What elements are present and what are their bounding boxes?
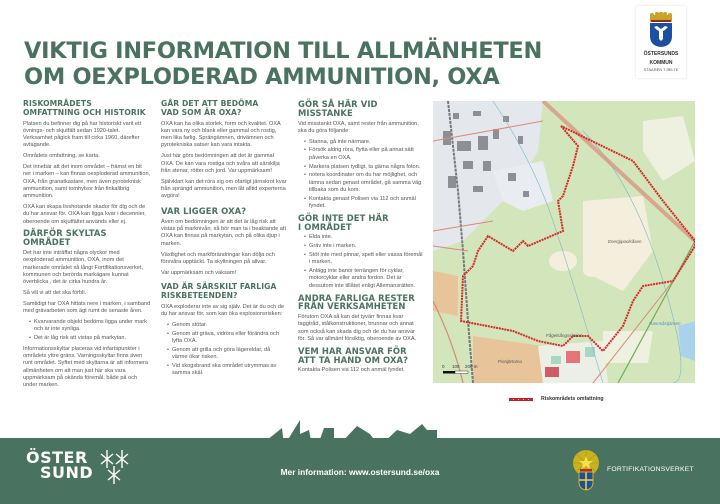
title-line-2: OM OEXPLODERAD AMMUNITION, OXA	[24, 64, 500, 90]
map-label-school: Fågelsångsskolan	[546, 333, 583, 338]
map-graphic	[433, 101, 695, 383]
map-legend	[509, 396, 604, 402]
kommun-name-2: KOMMUN	[649, 60, 673, 66]
heading-line: VEM HAR ANSVAR FÖR	[298, 345, 407, 356]
section-heading	[298, 294, 424, 312]
kommun-subtitle: STAAREN TJÏELTE	[643, 67, 679, 72]
column-actions	[298, 100, 424, 378]
section-heading: DÄRFÖR SKYLTAS OMRÅDET	[23, 228, 107, 248]
list-item: • Det är låg risk att vistas på markytan.	[29, 335, 151, 342]
section-heading	[298, 347, 424, 365]
list-item: • Stöt inte med pinnar, spett eller vassa föremål i marken.	[304, 252, 424, 267]
legend-label: Riskområdets omfattning	[541, 396, 604, 402]
bullet-list	[29, 319, 151, 342]
section-heading	[23, 100, 151, 118]
list-item: • Markera platsen tydligt, ta gärna några foton.	[304, 164, 424, 171]
bullet-list	[304, 234, 424, 290]
paragraph: OXA kan skapa livshotande skador för dig och de du har ansvar för. OXA kan ligga kvar i decennier, oberoende om skjutfältet används eller ej.	[23, 204, 146, 225]
paragraph: Även om bedömningen är att det är låg risk att vistas på marknivån, så bör man ta i beaktande att OXA kan finnas på markytan, och på olika djup i marken.	[161, 218, 286, 247]
logo-text-line-1: ÖSTER	[26, 448, 88, 467]
list-item: • Vid skogsbrand ska området utrymmas av samma skäl.	[167, 363, 287, 378]
list-item: • Gräv inte i marken.	[304, 243, 424, 250]
section-heading	[161, 100, 287, 118]
list-item: • Genom att gräva, vidröra eller förändra och lyfta OXA.	[167, 331, 287, 346]
map-label-pionjar: Pionjärtomo	[498, 359, 523, 364]
paragraph: Växtlighet och markförändringar kan dölja och försvåra upptäckt. Ta skyltningen på allvar.	[161, 251, 275, 265]
column-history	[23, 100, 151, 393]
heading-line: ATT TA HAND OM OXA?	[298, 354, 409, 365]
paragraph: Platsen du befinner dig på har historiskt varit ett övnings- och skjutfält sedan 1920-talet. Verksamhet pågick fram till cirka 1960, därefter avtagande.	[23, 120, 142, 149]
list-item: • Anlägg inte banor terrängen för cyklar, motorcyklar eller andra fordon. Det är dessutom inte tillåtet enligt Allemansrätten.	[304, 268, 424, 290]
bullet-list	[304, 139, 424, 211]
paragraph: Vid misstankt OXA, samt rester från ammunition, ska du göra följande:	[298, 120, 419, 134]
fortifikationsverket-emblem-icon	[571, 449, 601, 491]
section-heading: GÖR SÅ HÄR VID MISSTANKE	[298, 99, 378, 118]
column-assessment	[161, 100, 287, 381]
heading-line: GÅR DET ATT BEDÖMA	[161, 99, 259, 108]
heading-line: FRÅN VERKSAMHETEN	[298, 301, 406, 312]
scale-label-200: 200 m	[465, 364, 478, 369]
bullet-list	[167, 322, 287, 378]
more-info-link[interactable]: Mer information: www.ostersund.se/oxa	[280, 467, 440, 477]
list-item: • Stanna, gå inte närmare.	[304, 139, 424, 146]
list-item: • Kvarvarande objekt bedöms ligga under mark och är inte synliga.	[29, 319, 151, 334]
boundary-line-swatch-icon	[509, 398, 533, 401]
section-heading: VAR LIGGER OXA?	[161, 206, 247, 217]
map-label-lake: Rannsåstjärnen	[649, 321, 681, 326]
section-heading	[161, 283, 287, 301]
scale-label-100: 100	[452, 364, 460, 369]
snowflake-heart-icon	[98, 446, 132, 486]
ostersunds-kommun-logo	[636, 6, 686, 78]
paragraph: Just här görs bedömningen att det är gammal OXA. De kan vara rostiga och svåra att särskilja från stenar, rötter och jord. Var uppmärksam!	[161, 153, 280, 174]
paragraph: Områdets omfattning, se karta.	[23, 153, 100, 160]
heading-line: ANDRA FARLIGA RESTER	[298, 292, 415, 303]
paragraph: Förutom OXA så kan det tyvärr finnas kvar taggtråd, stålkonstruktioner, brunnar och annat som också kan skada dig och de du har ansvar för. Så var allmänt försiktig, oberoende av OXA.	[298, 314, 417, 343]
paragraph: Informationsskyltar placeras vid infartspunkter i områdets yttre gräns. Varningsskyltar finns även runt området. Syftet med skyltarna är att informera allmänheten om att man just här ska vara uppmärksam på okända föremål, både på och under marken.	[23, 345, 148, 389]
paragraph: Kontakta Polisen via 112 och anmäl fyndet.	[298, 367, 405, 374]
list-item: • Kontakta genast Polisen via 112 och anmäl fyndet.	[304, 196, 424, 211]
heading-line: VAD SOM ÄR OXA?	[161, 107, 242, 117]
heading-line: RISKBETEENDEN?	[161, 291, 238, 301]
title-line-1: VIKTIG INFORMATION TILL ALLMÄNHETEN	[24, 38, 543, 64]
logo-text-line-2: SUND	[40, 463, 94, 482]
paragraph: Samtidigt har OXA hittats nere i marken, i samband med grävarbeten som ägt rumt de senaste åren.	[23, 300, 151, 315]
paragraph: OXA exploderar inte av sig själv. Det är du och de du har ansvar för, som kan öka explosionsrisken:	[161, 304, 285, 318]
heading-line: RISKOMRÅDETS	[23, 99, 92, 108]
heading-line: OMFATTNING OCH HISTORIK	[23, 107, 146, 117]
paragraph: Så vill vi att det ska förbli.	[23, 290, 87, 297]
heading-line: I OMRÅDET	[298, 221, 352, 232]
fortifikationsverket-name: FORTIFIKATIONSVERKET	[607, 466, 694, 473]
paragraph: Självklart kan det röra sig om ofarligt järnskrot kvar från sprängd ammunition, men låt alltid experterna avgöra!	[161, 178, 287, 200]
section-heading	[298, 214, 424, 232]
map-label-energy: Energipoolsåsen	[608, 239, 642, 244]
kommun-name-1: ÖSTERSUNDS	[643, 51, 679, 57]
paragraph: OXA kan ha olika storlek, form och kvalitet. OXA kan vara ny och blank eller gammal och rostig, men lika farlig. Sprängämnen, drivämnen och pyrotekniska satser kan vara intakta.	[161, 120, 281, 149]
heading-line: GÖR INTE DET HÄR	[298, 212, 389, 223]
moose-shield-crown-icon	[647, 12, 675, 48]
page-title	[24, 38, 604, 90]
paragraph: Det innebär att det inom området – främst en bit ner i marken – kan finnas oexploderad ammunition, OXA, från granatkastare, men även pyroteknisk ammunition, samt tomhylsor från finkalibrig ammunition.	[23, 164, 151, 200]
paragraph: Var uppmärksam och vaksam!	[161, 269, 237, 276]
list-item: • notera koordinater om du har möjlighet, och lämna sedan genast området, gå samma väg tillbaka som du kom.	[304, 172, 424, 194]
list-item: • Elda inte.	[304, 234, 424, 241]
list-item: • Genom att grilla och göra lägereldar, då värme ökar risken.	[167, 347, 287, 362]
risk-area-map	[433, 101, 695, 383]
heading-line: VAD ÄR SÄRSKILT FARLIGA	[161, 282, 277, 292]
list-item: • Försök aldrig röra, flytta eller på annat sätt påverka en OXA.	[304, 147, 424, 162]
list-item: • Genom stötar.	[167, 322, 287, 329]
scale-label-0: 0	[442, 364, 445, 369]
paragraph: Det har inte inträffat några olyckor med oexploderad ammunition, OXA, inom det markerade området så långt Fortifikationsverket, kommunen och berörda markägare kunnat överblicka , det är cirka hundra år.	[23, 250, 144, 286]
